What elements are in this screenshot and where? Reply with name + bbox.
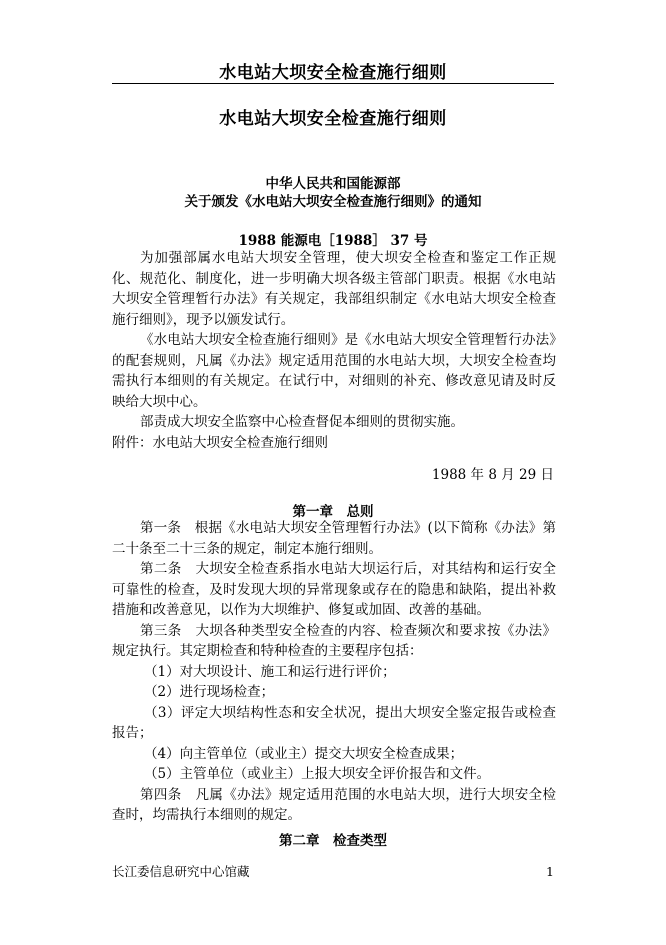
- article-paragraph: 第一条 根据《水电站大坝安全管理暂行办法》(以下简称《办法》第二十条至二十三条的规定，制定本施行细则。: [112, 520, 556, 557]
- page-number: 1: [546, 864, 554, 879]
- notice-paragraph: 为加强部属水电站大坝安全管理，使大坝安全检查和鉴定工作正规化、规范化、制度化，进一步明确大坝各级主管部门职责。根据《水电站大坝安全管理暂行办法》有关规定，我部组织制定《水电站大坝安全检查施行细则》，现予以颁发试行。: [112, 250, 556, 328]
- header-divider: [112, 83, 554, 84]
- list-item: （1）对大坝设计、施工和运行进行评价；: [144, 663, 396, 680]
- footer-source: 长江委信息研究中心馆藏: [112, 864, 250, 879]
- notice-paragraph: 《水电站大坝安全检查施行细则》是《水电站大坝安全管理暂行办法》的配套规则，凡属《办法》规定适用范围的水电站大坝，大坝安全检查均需执行本细则的有关规定。在试行中，对细则的补充、修改意见请及时反映给大坝中心。: [112, 332, 556, 410]
- list-item: （2）进行现场检查；: [144, 684, 275, 700]
- notice-title: 关于颁发《水电站大坝安全检查施行细则》的通知: [184, 194, 482, 210]
- list-item: （3）评定大坝结构性态和安全状况，提出大坝安全鉴定报告或检查报告；: [112, 704, 556, 741]
- list-item: （4）向主管单位（或业主）提交大坝安全检查成果；: [144, 745, 464, 762]
- running-header-title: 水电站大坝安全检查施行细则: [219, 63, 447, 83]
- article-paragraph: 第二条 大坝安全检查系指水电站大坝运行后，对其结构和运行安全可靠性的检查，及时发现大坝的异常现象或存在的隐患和缺陷，提出补救措施和改善意见，以作为大坝维护、修复或加固、改善的基础。: [112, 561, 556, 618]
- issuer-name: 中华人民共和国能源部: [265, 176, 401, 192]
- attachment-line: 附件：水电站大坝安全检查施行细则: [112, 434, 328, 451]
- article-paragraph: 第四条 凡属《办法》规定适用范围的水电站大坝，进行大坝安全检查时，均需执行本细则的规定。: [112, 786, 556, 823]
- chapter-1-body: [112, 518, 556, 826]
- chapter-1-heading: 第一章 总则: [292, 504, 374, 520]
- notice-body: [112, 248, 556, 453]
- notice-date: 1988 年 8 月 29 日: [431, 467, 554, 483]
- article-paragraph: 第三条 大坝各种类型安全检查的内容、检查频次和要求按《办法》规定执行。其定期检查和特种检查的主要程序包括：: [112, 622, 556, 659]
- list-item: （5）主管单位（或业主）上报大坝安全评价报告和文件。: [144, 766, 491, 782]
- document-number: 1988 能源电［1988］ 37 号: [238, 233, 428, 249]
- chapter-2-heading: 第二章 检查类型: [279, 833, 387, 849]
- notice-paragraph: 部责成大坝安全监察中心检查督促本细则的贯彻实施。: [140, 414, 464, 430]
- document-title: 水电站大坝安全检查施行细则: [219, 109, 447, 129]
